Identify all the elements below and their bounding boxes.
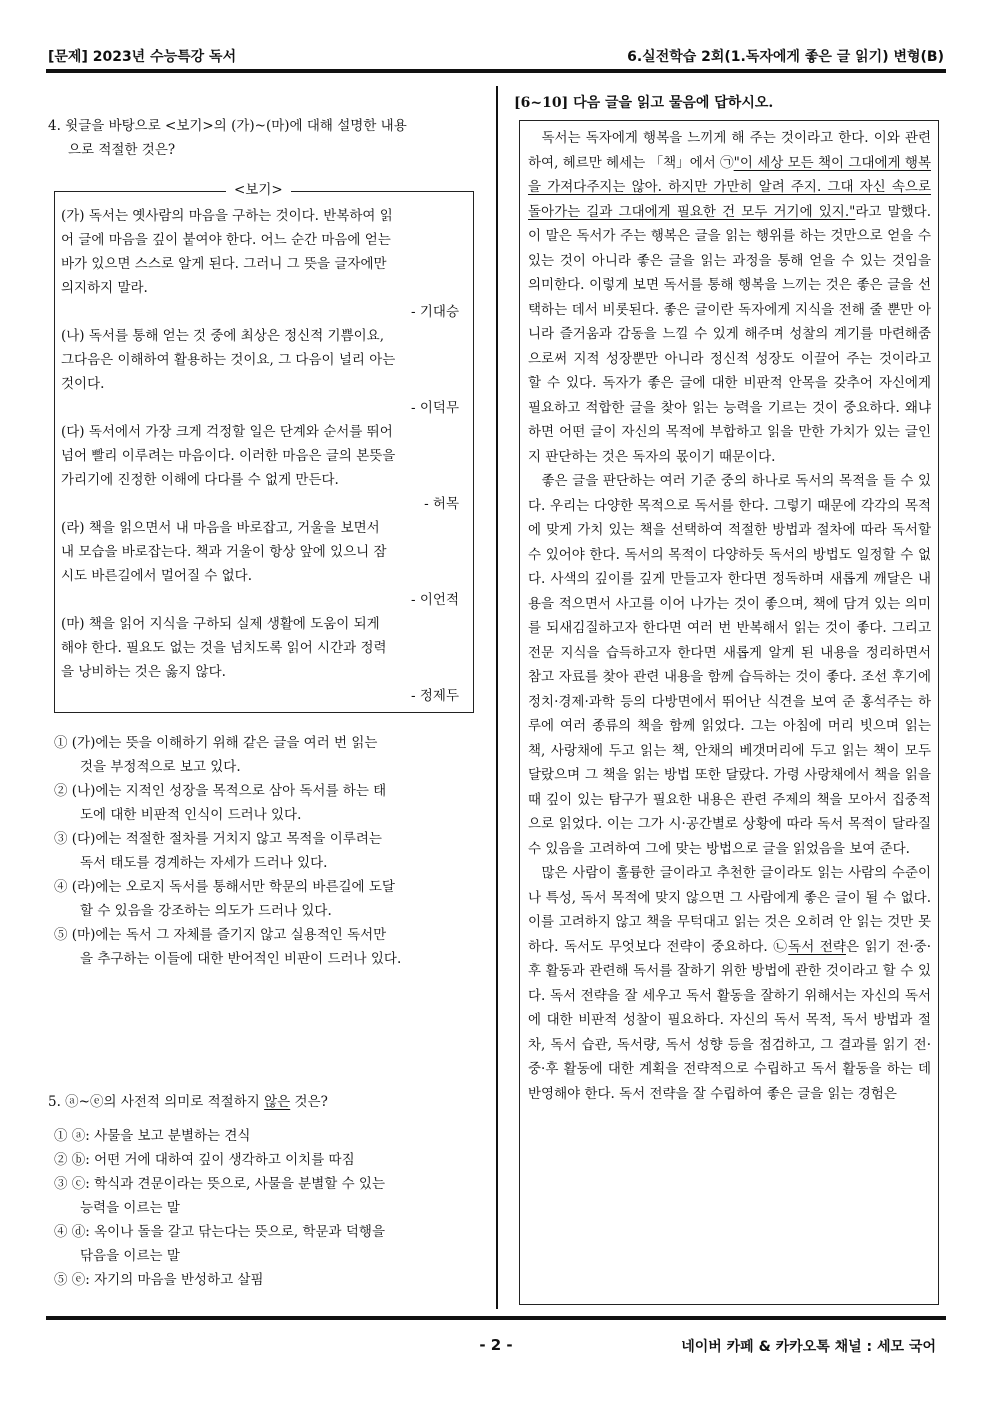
- question-4-options: [54, 731, 474, 971]
- option-3[interactable]: ③ ⓒ: 학식과 견문이라는 뜻으로, 사물을 분별할 수 있는 능력을 이르는 말: [54, 1176, 385, 1216]
- question-5-options: [54, 1124, 474, 1292]
- passage-paragraph-2: 좋은 글을 판단하는 여러 기준 중의 하나로 독서의 목적을 들 수 있다. 우리는 다양한 목적으로 독서를 한다. 그렇기 때문에 각각의 목적에 맞게 가치 있는 책을 선택하여 적절한 방법과 절차에 따라 독서할 수 있어야 한다. 독서의 목적이 다양하듯 독서의 방법도 일정할 수 없다. 사색의 깊이를 깊게 만들고자 한다면 정독하며 새롭게 깨달은 내용을 적으면서 사고를 이어 나가는 것이 좋으며, 책에 담겨 있는 의미를 되새김질하고자 한다면 여러 번 반복해서 읽는 것이 좋다. 그리고 전문 지식을 습득하고자 한다면 새롭게 알게 된 내용을 정리하면서 참고 자료를 찾아 관련 내용을 함께 습득하는 것이 좋다. 조선 후기에 정치·경제·과학 등의 다방면에서 뛰어난 식견을 보여 준 홍석주는 하루에 여러 종류의 책을 함께 읽었다. 그는 아침에 머리 빗으며 읽는 책, 사랑채에 두고 읽는 책, 안채의 베갯머리에 두고 읽는 책이 모두 달랐으며 그 책을 읽는 방법 또한 달랐다. 가령 사랑채에서 책을 읽을 때 깊이 있는 탐구가 필요한 내용은 관련 주제의 책을 모아서 집중적으로 읽었다. 이는 그가 시·공간별로 상황에 따라 독서 목적이 달라질 수 있음을 고려하여 그에 맞는 방법으로 글을 읽었음을 보여 준다.: [528, 473, 931, 857]
- header-left: [문제] 2023년 수능특강 독서: [48, 49, 237, 65]
- bogi-ra-line: 시도 바른길에서 멀어질 수 없다.: [61, 568, 252, 584]
- question-4-stem: 4. 윗글을 바탕으로 <보기>의 (가)~(마)에 대해 설명한 내용 으로 적절한 것은?: [48, 118, 407, 158]
- bogi-na-author: - 이덕무: [411, 400, 459, 416]
- header-right: 6.실전학습 2회(1.독자에게 좋은 글 읽기) 변형(B): [627, 49, 944, 65]
- bogi-na-line: (나) 독서를 통해 얻는 것 중에 최상은 정신적 기쁨이요,: [61, 328, 385, 344]
- footer-rule: [46, 1316, 946, 1320]
- bogi-da-line: 가리기에 진정한 이해에 다다를 수 없게 만든다.: [61, 472, 339, 488]
- passage-paragraph-1: 독서는 독자에게 행복을 느끼게 해 주는 것이라고 한다. 이와 관련하여, 헤르만 헤세는 「책」에서 ㉠"이 세상 모든 책이 그대에게 행복을 가져다주지는 않아. 하지만 가만히 알려 주지. 그대 자신 속으로 돌아가는 길과 그대에게 필요한 건 모두 거기에 있지."라고 말했다. 이 말은 독서가 주는 행복은 글을 읽는 행위를 하는 것만으로 얻을 수 있는 것이 아니라 좋은 글을 읽는 과정을 통해 얻을 수 있는 것임을 의미한다. 이렇게 보면 독서를 통해 행복을 느끼는 것은 좋은 글을 선택하는 데서 비롯된다. 좋은 글이란 독자에게 지식을 전해 줄 뿐만 아니라 즐거움과 감동을 느낄 수 있게 해주며 성찰의 계기를 마련해줌으로써 지적 성장뿐만 아니라 정신적 성장도 이끌어 주는 것이라고 할 수 있다. 독자가 좋은 글에 대한 비판적 안목을 갖추어 자신에게 필요하고 적합한 글을 찾아 읽는 능력을 기르는 것이 중요하다. 왜냐하면 어떤 글이 자신의 목적에 부합하고 읽을 만한 가치가 있는 글인지 판단하는 것은 독자의 몫이기 때문이다.: [528, 130, 931, 465]
- question-5-stem: 5. ⓐ~ⓔ의 사전적 의미로 적절하지 않은 것은?: [48, 1094, 328, 1110]
- bogi-ma-line: 을 낭비하는 것은 옳지 않다.: [61, 664, 226, 680]
- bogi-da-line: (다) 독서에서 가장 크게 걱정할 일은 단계와 순서를 뛰어: [61, 424, 393, 440]
- column-divider: [496, 86, 498, 1309]
- page-number: - 2 -: [479, 1336, 513, 1354]
- bogi-ma-author: - 정제두: [411, 688, 459, 704]
- bogi-ga-line: 바가 있으면 스스로 알게 된다. 그러니 그 뜻을 글자에만: [61, 256, 387, 272]
- passage-text: [528, 126, 931, 1106]
- passage-box: [519, 120, 939, 1305]
- footer-brand: 네이버 카페 & 카카오톡 채널 : 세모 국어: [681, 1339, 936, 1355]
- option-5[interactable]: ⑤ (마)에는 독서 그 자체를 즐기지 않고 실용적인 독서만 을 추구하는 이들에 대한 반어적인 비판이 드러나 있다.: [54, 927, 402, 967]
- bogi-da-author: - 허목: [424, 496, 459, 512]
- option-5[interactable]: ⑤ ⓔ: 자기의 마음을 반성하고 살핌: [54, 1272, 264, 1288]
- bogi-ga-line: 의지하지 말라.: [61, 280, 148, 296]
- bogi-ra-line: (라) 책을 읽으면서 내 마음을 바로잡고, 거울을 보면서: [61, 520, 380, 536]
- option-2[interactable]: ② (나)에는 지적인 성장을 목적으로 삼아 독서를 하는 태 도에 대한 비판적 인식이 드러나 있다.: [54, 783, 387, 823]
- bogi-label: <보기>: [226, 180, 291, 200]
- bogi-da-line: 넘어 빨리 이루려는 마음이다. 이러한 마음은 글의 본뜻을: [61, 448, 396, 464]
- option-4[interactable]: ④ (라)에는 오로지 독서를 통해서만 학문의 바른길에 도달 할 수 있음을 강조하는 의도가 드러나 있다.: [54, 879, 395, 919]
- option-2[interactable]: ② ⓑ: 어떤 거에 대하여 깊이 생각하고 이치를 따짐: [54, 1152, 355, 1168]
- header-rule: [46, 69, 946, 73]
- bogi-ma-line: 해야 한다. 필요도 없는 것을 넘치도록 읽어 시간과 정력: [61, 640, 387, 656]
- bogi-ga-author: - 기대승: [411, 304, 459, 320]
- option-1[interactable]: ① (가)에는 뜻을 이해하기 위해 같은 글을 여러 번 읽는 것을 부정적으로 보고 있다.: [54, 735, 378, 775]
- bogi-ga-line: (가) 독서는 옛사람의 마음을 구하는 것이다. 반복하여 읽: [61, 208, 393, 224]
- option-1[interactable]: ① ⓐ: 사물을 보고 분별하는 견식: [54, 1128, 251, 1144]
- bogi-ga-line: 어 글에 마음을 깊이 붙여야 한다. 어느 순간 마음에 얻는: [61, 232, 391, 248]
- passage-instruction: [6~10] 다음 글을 읽고 물음에 답하시오.: [514, 95, 774, 111]
- option-3[interactable]: ③ (다)에는 적절한 절차를 거치지 않고 목적을 이루려는 독서 태도를 경계하는 자세가 드러나 있다.: [54, 831, 382, 871]
- option-4[interactable]: ④ ⓓ: 옥이나 돌을 갈고 닦는다는 뜻으로, 학문과 덕행을 닦음을 이르는 말: [54, 1224, 385, 1264]
- bogi-na-line: 것이다.: [61, 376, 105, 392]
- bogi-content: [61, 204, 465, 708]
- bogi-ra-line: 내 모습을 바로잡는다. 책과 거울이 항상 앞에 있으니 잠: [61, 544, 387, 560]
- bogi-ra-author: - 이언적: [411, 592, 459, 608]
- passage-paragraph-3: 많은 사람이 훌륭한 글이라고 추천한 글이라도 읽는 사람의 수준이나 특성, 독서 목적에 맞지 않으면 그 사람에게 좋은 글이 될 수 없다. 이를 고려하지 않고 책을 무턱대고 읽는 것은 오히려 안 읽는 것만 못하다. 독서도 무엇보다 전략이 중요하다. ㉡독서 전략은 읽기 전·중·후 활동과 관련해 독서를 잘하기 위한 방법에 관한 것이라고 할 수 있다. 독서 전략을 잘 세우고 독서 활동을 잘하기 위해서는 자신의 독서에 대한 비판적 성찰이 필요하다. 자신의 독서 목적, 독서 방법과 절차, 독서 습관, 독서량, 독서 성향 등을 점검하고, 그 결과를 읽기 전·중·후 활동에 대한 계획을 전략적으로 수립하고 독서 활동을 하는 데 반영해야 한다. 독서 전략을 잘 수립하여 좋은 글을 읽는 경험은: [528, 865, 931, 1102]
- bogi-na-line: 그다음은 이해하여 활용하는 것이요, 그 다음이 널리 아는: [61, 352, 396, 368]
- bogi-ma-line: (마) 책을 읽어 지식을 구하되 실제 생활에 도움이 되게: [61, 616, 380, 632]
